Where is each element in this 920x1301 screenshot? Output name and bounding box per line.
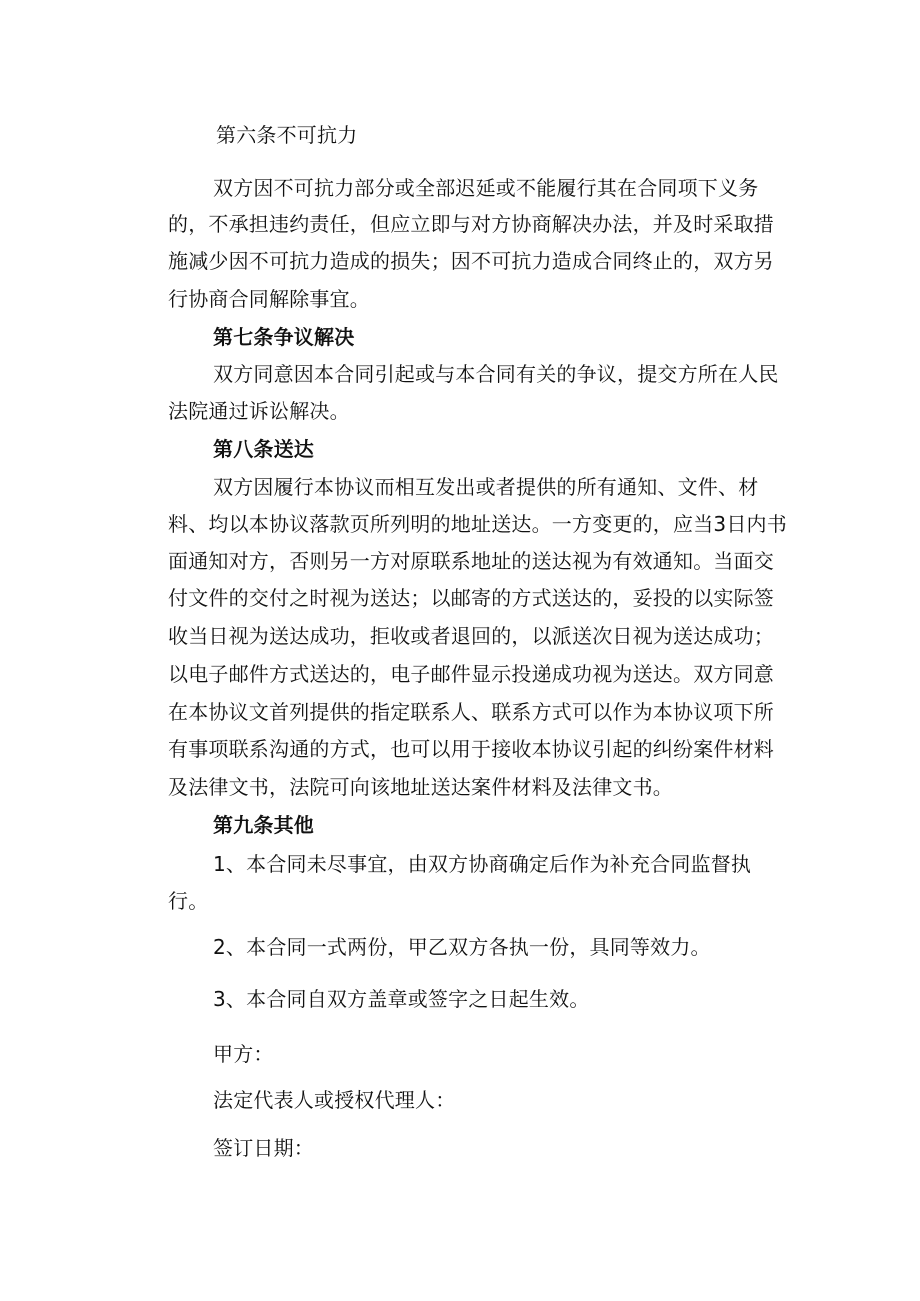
article8-line-2: 料、均以本协议落款页所列明的地址送达。一方变更的，应当3日内书 [168, 512, 787, 536]
article8-line-9: 及法律文书，法院可向该地址送达案件材料及法律文书。 [168, 775, 673, 799]
article6-title: 第六条不可抗力 [216, 123, 358, 147]
article8-line-1: 双方因履行本协议而相互发出或者提供的所有通知、文件、材 [213, 475, 759, 499]
article8-line-4: 付文件的交付之时视为送达；以邮寄的方式送达的，妥投的以实际签 [168, 586, 774, 610]
article8-line-3: 面通知对方，否则另一方对原联系地址的送达视为有效通知。当面交 [168, 549, 774, 573]
article8-line-7: 在本协议文首列提供的指定联系人、联系方式可以作为本协议项下所 [168, 700, 774, 724]
article7-title: 第七条争议解决 [213, 325, 355, 349]
article8-line-8: 有事项联系沟通的方式，也可以用于接收本协议引起的纠纷案件材料 [168, 737, 774, 761]
signature-representative: 法定代表人或授权代理人： [213, 1088, 456, 1112]
article6-line-3: 施减少因不可抗力造成的损失；因不可抗力造成合同终止的，双方另 [168, 249, 774, 273]
signature-party-a: 甲方： [213, 1042, 274, 1066]
signature-date: 签订日期： [213, 1136, 314, 1160]
article9-item1-line-2: 行。 [168, 889, 209, 913]
article9-item3: 3、本合同自双方盖章或签字之日起生效。 [213, 987, 590, 1011]
article6-line-4: 行协商合同解除事宜。 [168, 287, 370, 311]
article6-line-1: 双方因不可抗力部分或全部迟延或不能履行其在合同项下义务 [213, 176, 759, 200]
article8-line-5: 收当日视为送达成功，拒收或者退回的，以派送次日视为送达成功； [168, 624, 774, 648]
article7-line-2: 法院通过诉讼解决。 [168, 399, 350, 423]
article9-item1-line-1: 1、本合同未尽事宜，由双方协商确定后作为补充合同监督执 [213, 852, 752, 876]
article9-item2: 2、本合同一式两份，甲乙双方各执一份，具同等效力。 [213, 935, 711, 959]
article9-title: 第九条其他 [213, 813, 314, 837]
article8-line-6: 以电子邮件方式送达的，电子邮件显示投递成功视为送达。双方同意 [168, 662, 774, 686]
article6-line-2: 的，不承担违约责任，但应立即与对方协商解决办法，并及时采取措 [168, 212, 774, 236]
article7-line-1: 双方同意因本合同引起或与本合同有关的争议，提交方所在人民 [213, 362, 779, 386]
article8-title: 第八条送达 [213, 437, 314, 461]
